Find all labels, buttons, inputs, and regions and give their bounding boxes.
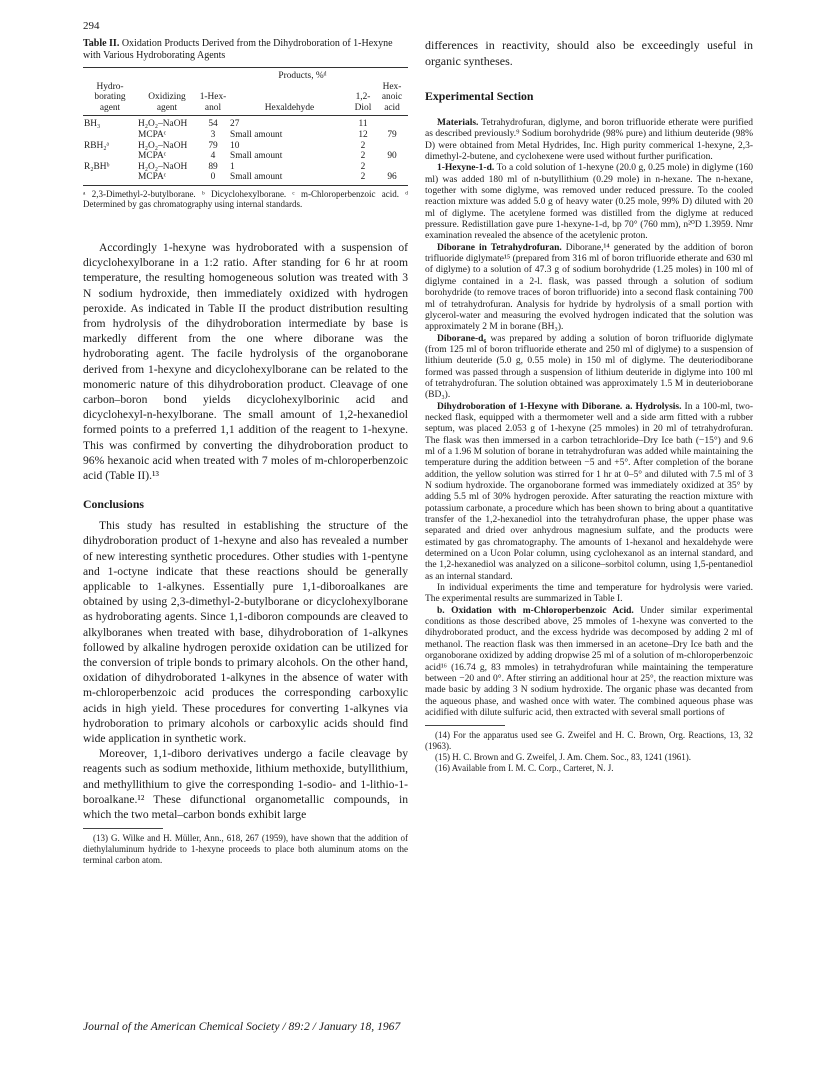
table-row bbox=[83, 172, 408, 185]
cell-acid: 90 bbox=[387, 151, 397, 162]
cell-hexaldehyde: 1 bbox=[230, 161, 235, 172]
cell-diol: 12 bbox=[358, 129, 368, 140]
cell-hexanol: 54 bbox=[208, 119, 218, 130]
exp-text: To a cold solution of 1-hexyne (20.0 g, 0.25 mole) in diglyme (160 ml) was added 180 ml of n-butyllithium (0.29 mole) in n-hexane. The n-hexane, together with some diglyme, was removed under reduced pressure. To the cooled reaction mixture was added 5.0 g of heavy water (0.25 mole, 99% D) diluted with 20 ml of diglyme. The acetylene formed was distilled from the diglyme at reduced pressure. Redistillation gave pure 1-hexyne-1-d, bp 70° (760 mm), n²⁰D 1.3959. Nmr examination revealed the absence of the acetylenic proton. bbox=[425, 163, 753, 242]
cell-agent: RBH₂ᵃ bbox=[84, 140, 110, 151]
table-row bbox=[83, 130, 408, 141]
paragraph-conclusions: This study has resulted in establishing the structure of the dihydroboration product of 1-hexyne and also has revealed a number of new interesting synthetic procedures. Other studies with 1-pentyne and 1-octyne indicate that these reactions should be generally applicable to 1-alkynes. Essentially pure 1,1-diboroalkanes are obtained by using 2,3-dimethyl-2-butylborane or dicyclohexylborane as hydroborating agents. Since 1,1-diboron compounds are cleaved to alkylboranes when treated with base, dihydroboration of 1-alkynes followed by alkaline hydrogen peroxide oxidation can be utilized for the conversion of triple bonds to primary alcohols. On the other hand, oxidation of dihydroborated 1-alkynes in the absence of water with m-chloroperbenzoic acid produces the corresponding carboxylic acids in high yield. These procedures for converting 1-alkynes via hydroboration to primary alcohols or carboxylic acids should find wide application in synthetic work. bbox=[83, 519, 408, 746]
table-row bbox=[83, 162, 408, 173]
cell-oxidizer: MCPAᶜ bbox=[138, 151, 167, 162]
cell-agent: BH₃ bbox=[84, 119, 101, 130]
exp-lead: Diborane in Tetrahydrofuran. bbox=[437, 242, 562, 253]
cell-diol: 2 bbox=[360, 161, 366, 172]
footnote-rule bbox=[83, 828, 163, 829]
cell-diol: 11 bbox=[358, 119, 368, 130]
table-header-row bbox=[83, 82, 408, 116]
cell-hexaldehyde: Small amount bbox=[229, 172, 350, 185]
cell-oxidizer: H₂O₂–NaOH bbox=[138, 119, 188, 130]
cell-agent bbox=[83, 172, 137, 185]
footnote-16: (16) Available from I. M. C. Corp., Carteret, N. J. bbox=[435, 762, 614, 773]
footnote-14: (14) For the apparatus used see G. Zweifel and H. C. Brown, Org. Reactions, 13, 32 (1963). bbox=[425, 730, 753, 752]
footnote-13: (13) G. Wilke and H. Müller, Ann., 618, 267 (1959), have shown that the addition of diethylaluminum hydride to 1-hexyne proceeds to place both aluminum atoms on the terminal carbon atom. bbox=[83, 833, 408, 865]
cell-acid: 79 bbox=[387, 129, 397, 140]
table-row bbox=[83, 141, 408, 152]
exp-lead: 1-Hexyne-1-d. bbox=[437, 163, 495, 174]
cell-hexanol: 3 bbox=[210, 129, 216, 140]
table-footnotes: ᵃ 2,3-Dimethyl-2-butylborane. ᵇ Dicyclohexylborane. ᶜ m-Chloroperbenzoic acid. ᵈ Determined by gas chromatography using internal standards. bbox=[83, 188, 408, 210]
exp-paragraph bbox=[425, 402, 753, 584]
table-row bbox=[83, 116, 408, 130]
cell-diol: 2 bbox=[350, 172, 376, 185]
cell-oxidizer: MCPAᶜ bbox=[138, 129, 167, 140]
cell-agent bbox=[83, 130, 137, 141]
right-column bbox=[425, 38, 753, 773]
exp-text: In individual experiments the time and temperature for hydrolysis were varied. The experimental results are summarized in Table I. bbox=[425, 583, 753, 605]
footnote-rule bbox=[425, 725, 505, 726]
cell-diol: 2 bbox=[360, 151, 366, 162]
header-acid: Hex-anoic acid bbox=[376, 82, 408, 116]
cell-acid bbox=[376, 116, 408, 130]
header-agent: Hydro-borating agent bbox=[83, 82, 137, 116]
exp-paragraph bbox=[425, 163, 753, 242]
header-hexaldehyde: Hexaldehyde bbox=[229, 82, 350, 116]
header-diol: 1,2-Diol bbox=[350, 82, 376, 116]
table-caption-label: Table II. bbox=[83, 38, 120, 49]
conclusions-heading: Conclusions bbox=[83, 497, 144, 512]
table-caption-text: Oxidation Products Derived from the Dihydroboration of 1-Hexyne with Various Hydroborating Agents bbox=[83, 38, 393, 61]
products-table bbox=[83, 67, 408, 186]
paragraph-diboro-derivatives: Moreover, 1,1-diboro derivatives undergo a facile cleavage by reagents such as sodium methoxide, lithium methoxide, butyllithium, and methyllithium to give the corresponding 1-sodio- and 1-lithio-1-boroalkane.¹² These difunctional organometallic compounds, in which the two metal–carbon bonds exhibit large bbox=[83, 747, 408, 822]
exp-paragraph bbox=[425, 334, 753, 402]
cell-oxidizer: MCPAᶜ bbox=[137, 172, 197, 185]
cell-acid: 96 bbox=[376, 172, 408, 185]
footnote-15: (15) H. C. Brown and G. Zweifel, J. Am. Chem. Soc., 83, 1241 (1961). bbox=[435, 751, 691, 762]
cell-hexanol: 79 bbox=[208, 140, 218, 151]
experimental-heading: Experimental Section bbox=[425, 89, 534, 103]
cell-oxidizer: H₂O₂–NaOH bbox=[138, 140, 188, 151]
cell-acid bbox=[376, 141, 408, 152]
exp-lead: b. Oxidation with m-Chloroperbenzoic Acid. bbox=[437, 605, 634, 616]
exp-paragraph bbox=[425, 583, 753, 606]
cell-hexaldehyde: Small amount bbox=[230, 129, 283, 140]
cell-hexaldehyde: 10 bbox=[230, 140, 240, 151]
cell-diol: 2 bbox=[360, 140, 366, 151]
cell-agent: R₂BHᵇ bbox=[84, 161, 110, 172]
exp-paragraph bbox=[425, 606, 753, 719]
header-hexanol: 1-Hex-anol bbox=[197, 82, 229, 116]
left-column bbox=[83, 38, 408, 866]
table-caption bbox=[83, 38, 408, 62]
exp-paragraph bbox=[425, 118, 753, 163]
table-row bbox=[83, 151, 408, 162]
exp-lead: Dihydroboration of 1-Hexyne with Diborane. a. Hydrolysis. bbox=[437, 401, 682, 412]
exp-text: Under similar experimental conditions as those described above, 25 mmoles of 1-hexyne was converted to the dihydroborated product, and the excess hydride was decomposed by adding 2 ml of methanol. The reaction flask was then immersed in an acetone–Dry Ice bath and the organoborane oxidized by adding dropwise 25 ml of a solution of m-chloroperbenzoic acid¹⁶ (16.74 g, 83 mmoles) in tetrahydrofuran while maintaining the temperature between −20 and 0°. After stirring an additional hour at 25°, the reaction mixture was made basic by adding 3 N sodium hydroxide. The organic phase was decanted from the aqueous phase, and washed once with water. The combined aqueous phase was acidified with dilute sulfuric acid, then extracted with several small portions of bbox=[425, 605, 753, 718]
exp-text: was prepared by adding a solution of boron trifluoride diglymate (from 125 ml of boron trifluoride etherate and 250 ml of diglyme) to a suspension of lithium deuteride (5.0 g, 0.55 mole) in 150 ml of diglyme. The deuteriodiborane formed was passed through a suspension of lithium deuteride in diglyme into 100 ml of tetrahydrofuran. The solution obtained was approximately 1.5 M in deuterioborane (BD₃). bbox=[425, 333, 753, 401]
cell-hexanol: 89 bbox=[208, 161, 218, 172]
exp-paragraph bbox=[425, 243, 753, 334]
cell-agent bbox=[83, 151, 137, 162]
cell-acid bbox=[376, 162, 408, 173]
cell-hexaldehyde: 27 bbox=[230, 119, 240, 130]
exp-text: In a 100-ml, two-necked flask, equipped with a thermometer well and a side arm fitted with a rubber septum, was placed 2.053 g of 1-hexyne (25 mmoles) in 20 ml of tetrahydrofuran. The flask was then immersed in a carbon tetrachloride–Dry Ice bath (−15°) and 9.6 ml of a 1.96 M solution of borane in tetrahydrofuran was added while maintaining the temperature during the addition between −5 and +5°. After completion of the borane addition, the yellow solution was stirred for 1 hr at 0–5° and diluted with 7.5 ml of 3 N sodium hydroxide. The organoborane formed was immediately oxidized at 35° by adding 5.5 ml of 30% hydrogen peroxide. After saturating the reaction mixture with potassium carbonate, a procedure which has been shown to bring about a quantitative transfer of the 1,2-hexanediol into the tetrahydrofuran phase, the upper phase was separated and dried over anhydrous magnesium sulfate, and the products were estimated by gas chromatography. The amounts of 1-hexanol and hexaldehyde were determined on a Ucon Polar column, using cyclohexanol as an internal standard, and the 1,2-hexanediol was analyzed on a silicone–sorbitol column, using 1,5-pentanediol as an internal standard. bbox=[425, 401, 753, 582]
products-header: Products, %ᵈ bbox=[197, 68, 408, 82]
cell-hexaldehyde: Small amount bbox=[230, 151, 283, 162]
paragraph-dicyclohexylborane: Accordingly 1-hexyne was hydroborated with a suspension of dicyclohexylborane in a 1:2 ratio. After standing for 6 hr at room temperature, the resulting homogeneous solution was treated with 3 N sodium hydroxide, then immediately oxidized with hydrogen peroxide. As indicated in Table II the product distribution resulting from hydrolysis of the dihydroboration intermediate by base is markedly different from the one where diborane was the hydroborating agent. The facile hydrolysis of the organoborane derived from 1-hexyne and dicyclohexylborane can be related to the monomeric nature of this dihydroboration product. Cleavage of one carbon–boron bond yields dicyclohexylborinic acid and dicyclohexyl-n-hexylborane. The small amount of 1,2-hexanediol formed points to a preferred 1,1 addition of the reagent to 1-hexyne. This was confirmed by converting the dihydroboration product to 96% hexanoic acid when treated with 7 moles of m-chloroperbenzoic acid (Table II).¹³ bbox=[83, 240, 408, 482]
cell-hexanol: 4 bbox=[210, 151, 216, 162]
exp-lead: Materials. bbox=[437, 118, 479, 128]
header-oxidizer: Oxidizing agent bbox=[137, 82, 197, 116]
exp-lead: Diborane-d₆ bbox=[437, 333, 487, 344]
exp-text: Diborane,¹⁴ generated by the addition of boron trifluoride diglymate¹⁵ (prepared from 316 ml of boron trifluoride etherate and 630 ml of diglyme) to a solution of 47.3 g of sodium borohydride (1.25 moles) in 100 ml of diglyme contained in a 2-l. flask, was passed through a solution of sodium borohydride (to remove traces of boron trifluoride) into a second flask containing 700 ml of tetrahydrofuran. Analysis for hydride by hydrolysis of a small portion with glycerol-water and measuring the evolved hydrogen indicated that the solution was approximately 2 M in borane (BH₃). bbox=[425, 242, 753, 333]
exp-text: Tetrahydrofuran, diglyme, and boron trifluoride etherate were purified as described previously.⁹ Sodium borohydride (98% pure) and lithium deuteride (98% D) were obtained from Metal Hydrides, Inc. High purity commerical 1-hexyne, 2,3-dimethyl-2-butene, and cyclohexene were used without further purification. bbox=[425, 118, 753, 163]
journal-footer: Journal of the American Chemical Society / 89:2 / January 18, 1967 bbox=[83, 1020, 401, 1033]
cell-oxidizer: H₂O₂–NaOH bbox=[138, 161, 188, 172]
cell-hexanol: 0 bbox=[197, 172, 229, 185]
paragraph-continued: differences in reactivity, should also be exceedingly useful in organic syntheses. bbox=[425, 38, 753, 68]
page-number: 294 bbox=[83, 20, 100, 32]
